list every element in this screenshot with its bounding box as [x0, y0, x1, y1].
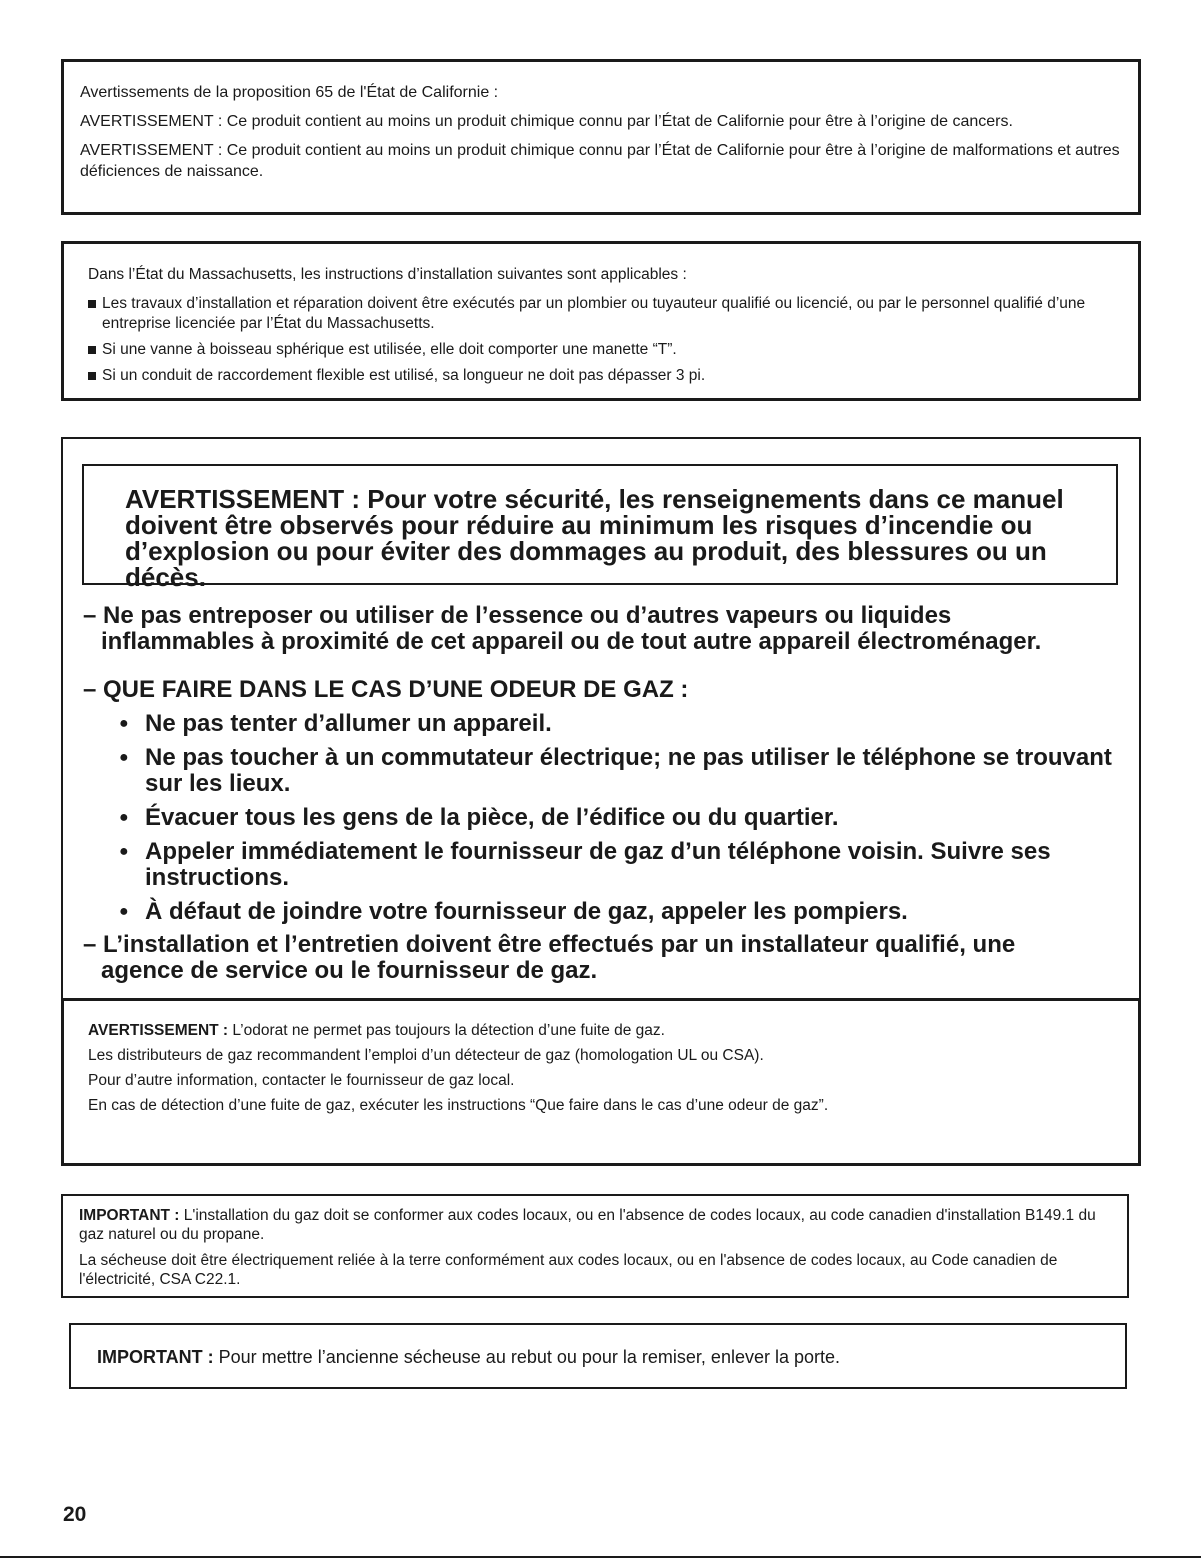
safety-header-text: AVERTISSEMENT : Pour votre sécurité, les renseignements dans ce manuel doivent être observés pour réduire au minimum les risques d’incendie ou d’explosion ou pour éviter des dommages au produit, des blessures ou un décès.	[125, 484, 1064, 592]
list-item: ● Évacuer tous les gens de la pièce, de l’édifice ou du quartier.	[119, 805, 1129, 831]
safety-warning-box	[61, 437, 1141, 1001]
codes-line-1	[79, 1206, 1111, 1244]
gas-odor-title: – QUE FAIRE DANS LE CAS D’UNE ODEUR DE GAZ :	[83, 676, 689, 703]
gas-leak-label: AVERTISSEMENT :	[88, 1022, 229, 1039]
prop65-cancer-warning: AVERTISSEMENT : Ce produit contient au moins un produit chimique connu par l’État de Californie pour être à l’origine de cancers.	[80, 113, 1013, 130]
massachusetts-list	[88, 294, 1114, 386]
installation-line-1: – L’installation et l’entretien doivent être effectués par un installateur qualifié, une	[83, 931, 1016, 958]
list-item: Si une vanne à boisseau sphérique est utilisée, elle doit comporter une manette “T”.	[88, 340, 1114, 360]
massachusetts-box	[61, 241, 1141, 401]
installation-line-2: agence de service ou le fournisseur de gaz.	[101, 957, 598, 984]
list-item: ● Ne pas tenter d’allumer un appareil.	[119, 711, 1129, 737]
codes-line-2: La sécheuse doit être électriquement reliée à la terre conformément aux codes locaux, ou en l'absence de codes locaux, au Code canadien de l'électricité, CSA C22.1.	[79, 1252, 1058, 1288]
no-flammables-warning	[83, 603, 1123, 655]
disposal-text: Pour mettre l’ancienne sécheuse au rebut ou pour la remiser, enlever la porte.	[213, 1347, 841, 1367]
disposal-box	[69, 1323, 1127, 1389]
disposal-line	[97, 1346, 1099, 1368]
gas-leak-line-1	[88, 1021, 1114, 1041]
list-item: Si un conduit de raccordement flexible est utilisé, sa longueur ne doit pas dépasser 3 pi.	[88, 366, 1114, 386]
prop65-birth-warning: AVERTISSEMENT : Ce produit contient au moins un produit chimique connu par l’État de Californie pour être à l’origine de malformations et autres déficiences de naissance.	[80, 142, 1120, 180]
installation-warning	[83, 932, 1123, 984]
gas-leak-box	[61, 998, 1141, 1166]
no-flammables-line-2: inflammables à proximité de cet appareil ou de tout autre appareil électroménager.	[101, 628, 1042, 655]
disposal-label: IMPORTANT :	[97, 1347, 214, 1367]
page-number: 20	[63, 1503, 87, 1526]
list-item: ● Ne pas toucher à un commutateur électrique; ne pas utiliser le téléphone se trouvant sur les lieux.	[119, 745, 1129, 797]
safety-header-box	[82, 464, 1118, 592]
no-flammables-line-1: – Ne pas entreposer ou utiliser de l’essence ou d’autres vapeurs ou liquides	[83, 602, 952, 629]
codes-box	[61, 1194, 1129, 1298]
list-item: ● Appeler immédiatement le fournisseur de gaz d’un téléphone voisin. Suivre ses instructions.	[119, 839, 1129, 891]
prop65-warning-box	[61, 59, 1141, 215]
codes-text: L'installation du gaz doit se conformer aux codes locaux, ou en l'absence de codes locaux, au code canadien d'installation B149.1 du gaz naturel ou du propane.	[79, 1207, 1096, 1243]
codes-label: IMPORTANT :	[79, 1207, 180, 1224]
gas-leak-line-4: En cas de détection d’une fuite de gaz, exécuter les instructions “Que faire dans le cas d’une odeur de gaz”.	[88, 1097, 829, 1114]
prop65-title: Avertissements de la proposition 65 de l'État de Californie :	[80, 84, 499, 101]
list-item: ● À défaut de joindre votre fournisseur de gaz, appeler les pompiers.	[119, 899, 1129, 925]
bottom-divider	[0, 1556, 1201, 1558]
gas-odor-steps	[119, 711, 1129, 933]
gas-leak-text: L’odorat ne permet pas toujours la détection d’une fuite de gaz.	[228, 1022, 665, 1039]
massachusetts-intro: Dans l’État du Massachusetts, les instructions d’installation suivantes sont applicables :	[88, 266, 687, 283]
list-item: Les travaux d’installation et réparation doivent être exécutés par un plombier ou tuyauteur qualifié ou licencié, ou par le personnel qualifié d’une entreprise licenciée par l’État du Massachusetts.	[88, 294, 1114, 334]
gas-leak-line-2: Les distributeurs de gaz recommandent l’emploi d’un détecteur de gaz (homologation UL ou CSA).	[88, 1047, 764, 1064]
gas-leak-line-3: Pour d’autre information, contacter le fournisseur de gaz local.	[88, 1072, 515, 1089]
